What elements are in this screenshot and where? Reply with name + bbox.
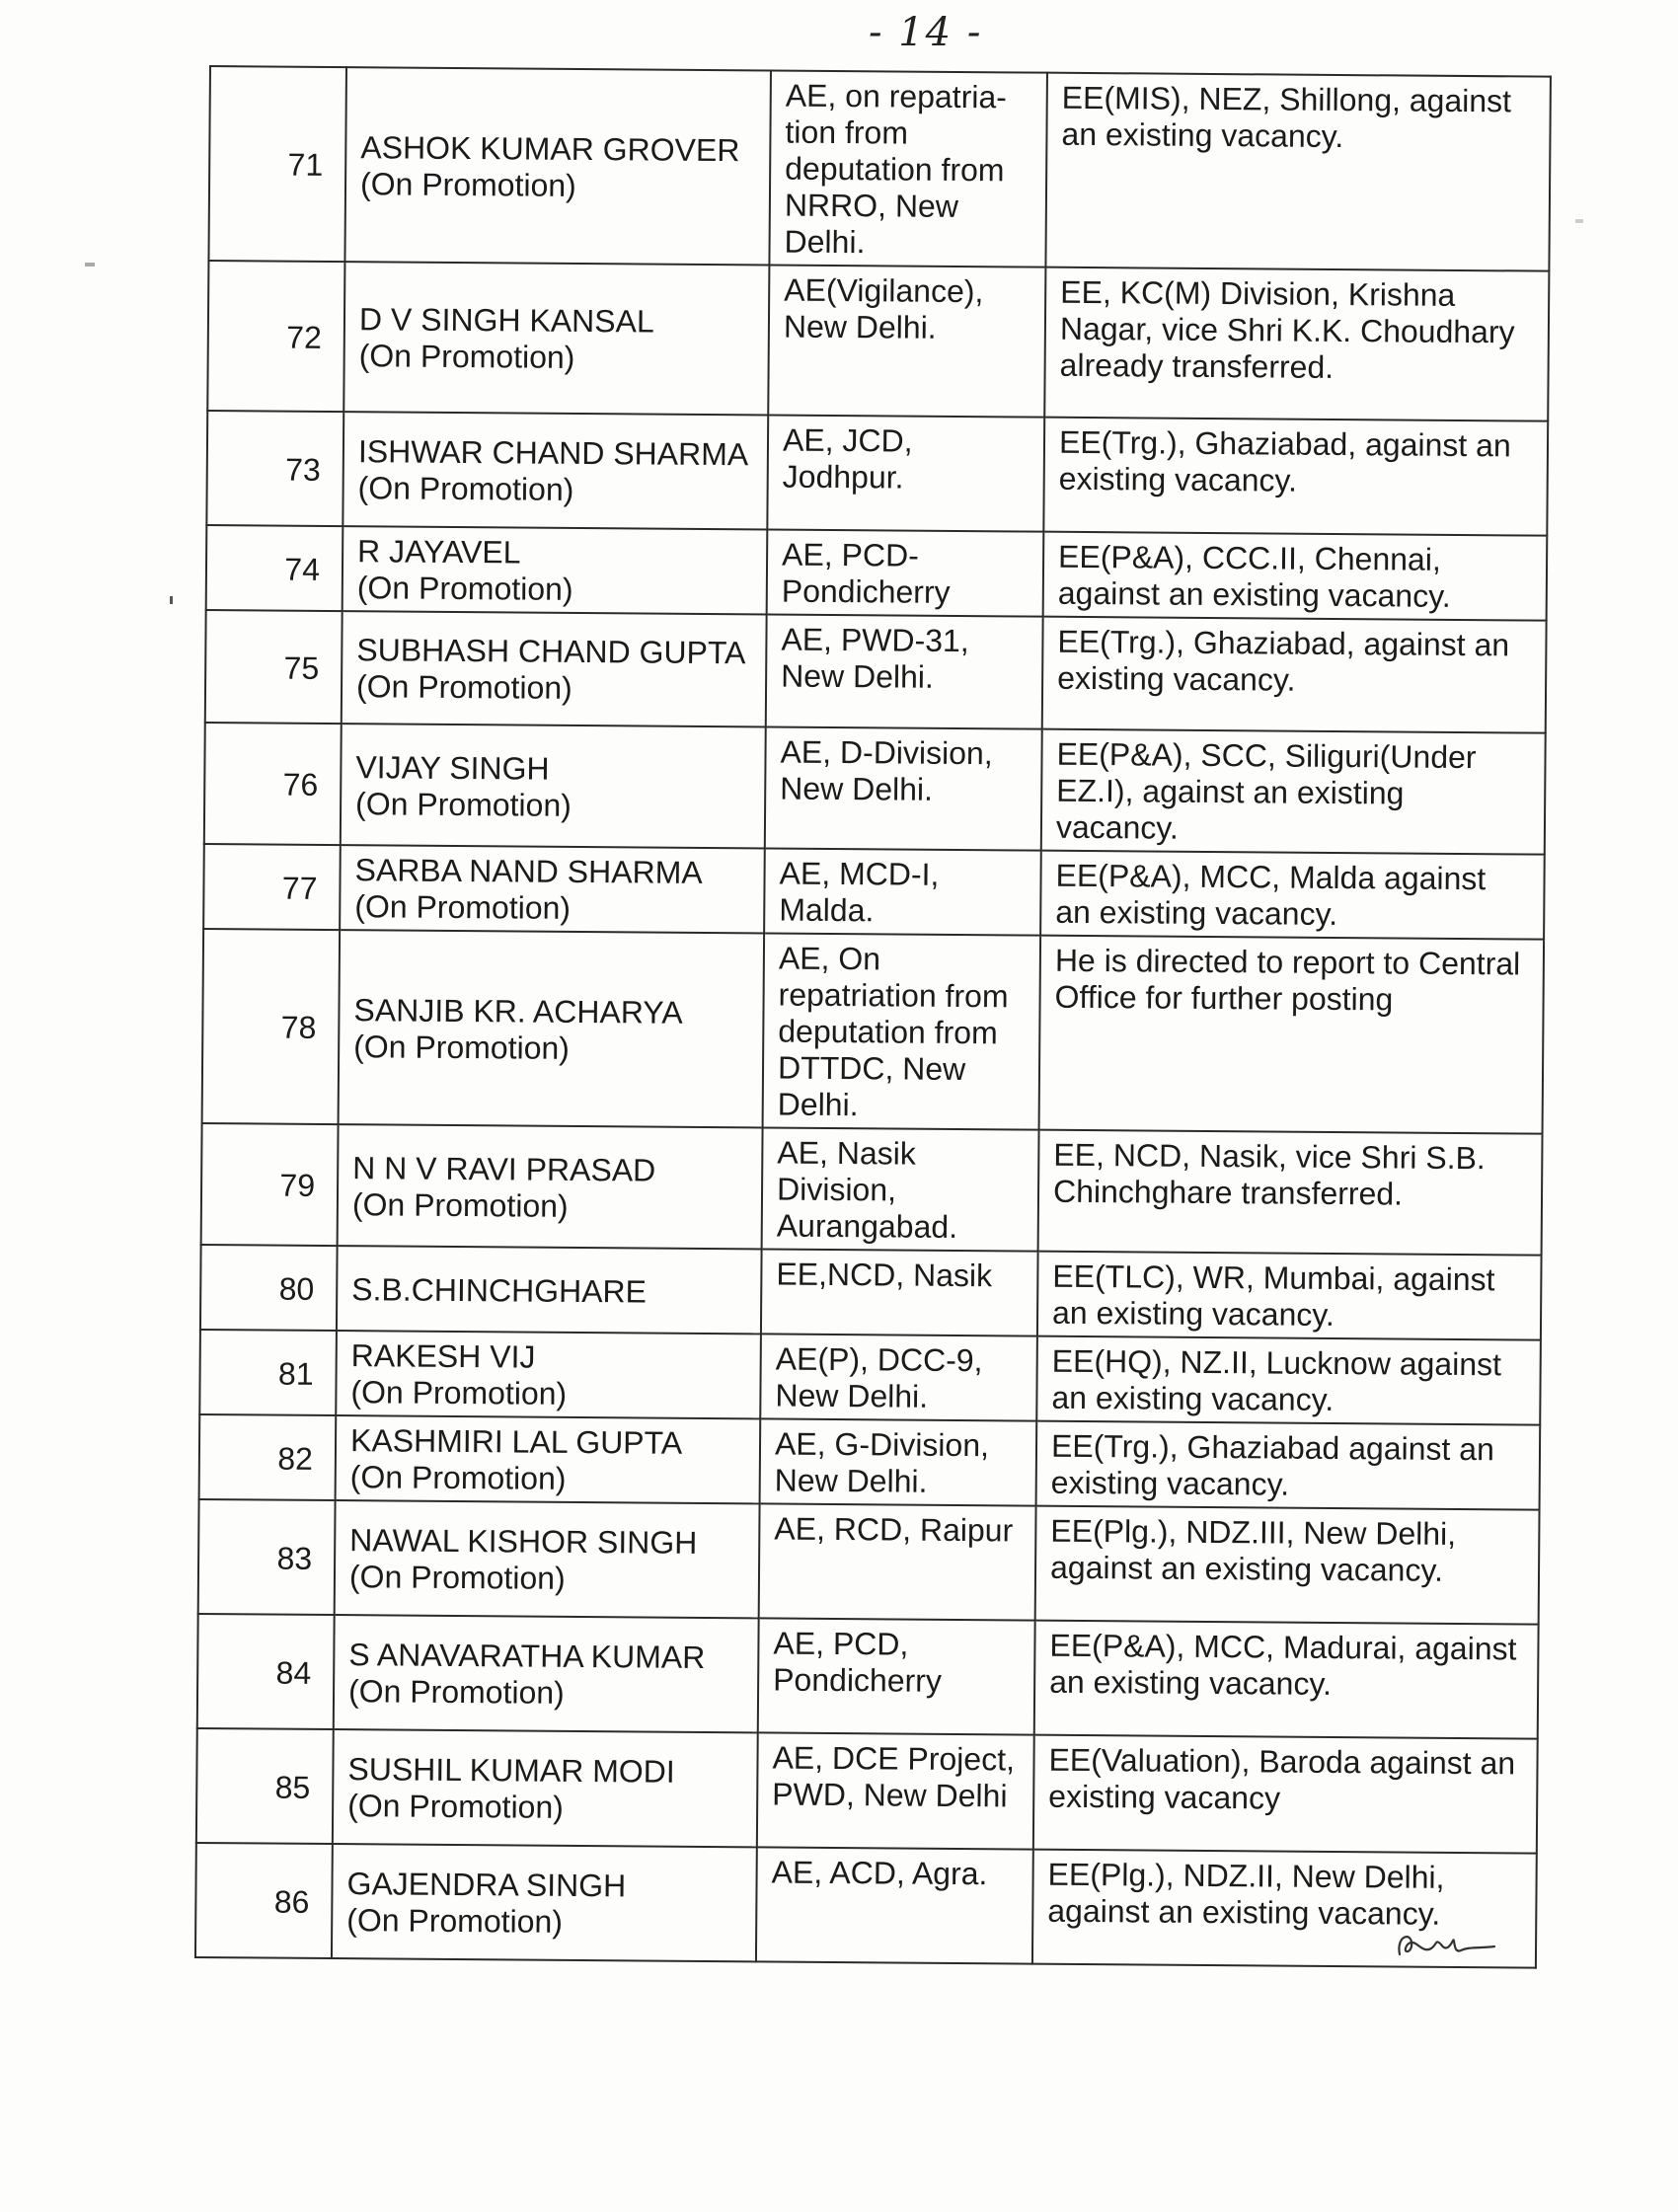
table-row (195, 1843, 1537, 1968)
present-posting: AE, G-Division, New Delhi. (760, 1418, 1037, 1505)
signature-icon (1392, 1925, 1500, 1964)
officer-cell (336, 1415, 761, 1503)
table-row (207, 261, 1549, 421)
serial-number: 78 (202, 929, 341, 1124)
transfer-table (194, 65, 1552, 1969)
officer-cell (343, 526, 768, 614)
promotion-status: (On Promotion) (358, 338, 575, 375)
table-row (199, 1414, 1541, 1510)
officer-name: R JAYAVEL (356, 533, 521, 571)
top-edge-fragment (296, 0, 1579, 5)
present-posting: AE, on repatria-tion from deputation from NRRO, New Delhi. (769, 70, 1047, 267)
officer-cell (333, 1729, 758, 1847)
serial-number: 75 (205, 610, 343, 724)
promotion-status: (On Promotion) (354, 888, 572, 926)
promotion-status: (On Promotion) (348, 1559, 566, 1596)
officer-cell (343, 412, 768, 529)
new-posting: EE(P&A), MCC, Madurai, against an existing vacancy. (1034, 1621, 1539, 1739)
officer-cell (339, 930, 765, 1127)
present-posting: AE, JCD, Jodhpur. (767, 415, 1044, 531)
officer-name: D V SINGH KANSAL (358, 301, 654, 340)
serial-number: 74 (206, 525, 343, 611)
officer-name: KASHMIRI LAL GUPTA (349, 1422, 683, 1461)
new-posting: EE(Trg.), Ghaziabad against an existing vacancy. (1036, 1421, 1541, 1510)
serial-number: 77 (203, 844, 341, 930)
officer-name: SUSHIL KUMAR MODI (347, 1751, 675, 1790)
officer-name: RAKESH VIJ (350, 1337, 536, 1375)
new-posting: EE, NCD, Nasik, vice Shri S.B. Chinchghare transferred. (1038, 1130, 1543, 1256)
officer-cell (335, 1500, 760, 1618)
officer-cell (332, 1844, 757, 1961)
officer-cell (344, 67, 771, 265)
serial-number: 82 (199, 1414, 337, 1500)
officer-name: SARBA NAND SHARMA (354, 852, 703, 890)
officer-cell (340, 845, 765, 933)
table-row (203, 844, 1545, 940)
serial-number: 71 (208, 66, 346, 262)
officer-cell (334, 1615, 759, 1732)
serial-number: 73 (206, 411, 343, 526)
officer-name: GAJENDRA SINGH (346, 1866, 627, 1904)
present-posting: AE, PWD-31, New Delhi. (766, 614, 1043, 728)
officer-name: VIJAY SINGH (355, 748, 550, 787)
promotion-status: (On Promotion) (355, 668, 572, 706)
promotion-status: (On Promotion) (353, 1028, 571, 1066)
table-row (198, 1499, 1540, 1625)
present-posting: EE,NCD, Nasik (761, 1249, 1038, 1335)
table-row (202, 929, 1545, 1134)
present-posting: AE(Vigilance), New Delhi. (768, 265, 1045, 417)
new-posting: EE(Plg.), NDZ.III, New Delhi, against an existing vacancy. (1035, 1506, 1540, 1625)
table-row (196, 1728, 1538, 1854)
new-posting: He is directed to report to Central Office for further posting (1039, 936, 1545, 1134)
new-posting: EE(P&A), CCC.II, Chennai, against an existing vacancy. (1043, 532, 1548, 621)
promotion-status: (On Promotion) (350, 1374, 568, 1411)
promotion-status: (On Promotion) (357, 470, 574, 507)
officer-cell (338, 1124, 763, 1249)
officer-name: ISHWAR CHAND SHARMA (357, 433, 749, 473)
serial-number: 76 (204, 723, 342, 845)
serial-number: 86 (195, 1843, 333, 1958)
officer-name: ASHOK KUMAR GROVER (360, 128, 740, 168)
new-posting: EE(Trg.), Ghaziabad, against an existing vacancy. (1042, 617, 1547, 733)
present-posting: AE, PCD-Pondicherry (767, 529, 1044, 616)
present-posting: AE, RCD, Raipur (759, 1503, 1036, 1620)
serial-number: 79 (201, 1123, 339, 1246)
table-row (197, 1614, 1539, 1739)
new-posting: EE(Trg.), Ghaziabad, against an existing vacancy. (1043, 418, 1548, 536)
promotion-status: (On Promotion) (346, 1902, 564, 1940)
promotion-status: (On Promotion) (349, 1459, 567, 1496)
new-posting: EE(TLC), WR, Mumbai, against an existing vacancy. (1037, 1252, 1542, 1340)
officer-cell (336, 1331, 761, 1418)
serial-number: 80 (200, 1245, 338, 1331)
serial-number: 72 (207, 261, 344, 412)
promotion-status: (On Promotion) (359, 165, 576, 203)
table-body (195, 66, 1551, 1968)
new-posting: EE, KC(M) Division, Krishna Nagar, vice Shri K.K. Choudhary already transferred. (1044, 267, 1549, 421)
new-posting: EE(P&A), SCC, Siliguri(Under EZ.I), against an existing vacancy. (1041, 729, 1546, 855)
promotion-status: (On Promotion) (354, 785, 572, 823)
officer-name: NAWAL KISHOR SINGH (349, 1522, 698, 1561)
officer-name: SANJIB KR. ACHARYA (353, 991, 683, 1030)
present-posting: AE, Nasik Division, Aurangabad. (762, 1127, 1039, 1251)
present-posting: AE, DCE Project, PWD, New Delhi (757, 1732, 1034, 1849)
officer-name: S.B.CHINCHGHARE (351, 1270, 648, 1310)
transfer-table-wrapper (194, 65, 1550, 1969)
serial-number: 84 (197, 1614, 335, 1729)
serial-number: 81 (199, 1330, 337, 1415)
present-posting: AE, ACD, Agra. (756, 1847, 1033, 1963)
table-row (206, 411, 1548, 536)
serial-number: 85 (196, 1728, 334, 1844)
officer-cell (342, 611, 767, 726)
present-posting: AE(P), DCC-9, New Delhi. (760, 1334, 1037, 1420)
new-posting: EE(Plg.), NDZ.II, New Delhi, against an existing vacancy. (1032, 1850, 1537, 1968)
officer-name: SUBHASH CHAND GUPTA (356, 632, 746, 671)
officer-name: S ANAVARATHA KUMAR (348, 1637, 706, 1675)
serial-number: 83 (198, 1499, 336, 1615)
table-row (208, 66, 1551, 271)
present-posting: AE, PCD, Pondicherry (758, 1618, 1035, 1734)
table-row (200, 1245, 1542, 1340)
officer-cell (337, 1246, 762, 1334)
scan-mark (170, 596, 173, 604)
present-posting: AE, MCD-I, Malda. (764, 848, 1041, 935)
new-posting: EE(HQ), NZ.II, Lucknow against an existing vacancy. (1036, 1336, 1541, 1425)
promotion-status: (On Promotion) (347, 1788, 565, 1825)
page-number: - 14 - (869, 10, 983, 55)
table-row (199, 1330, 1541, 1425)
new-posting: EE(Valuation), Baroda against an existing vacancy (1033, 1735, 1538, 1854)
table-row (204, 723, 1546, 855)
table-row (201, 1123, 1543, 1256)
present-posting: AE, D-Division, New Delhi. (765, 726, 1042, 850)
new-posting: EE(MIS), NEZ, Shillong, against an existing vacancy. (1045, 73, 1551, 271)
new-posting: EE(P&A), MCC, Malda against an existing vacancy. (1040, 851, 1545, 940)
present-posting: AE, On repatriation from deputation from DTTDC, New Delhi. (763, 933, 1041, 1129)
officer-name: N N V RAVI PRASAD (352, 1149, 656, 1188)
scan-mark (1575, 219, 1583, 223)
table-row (206, 525, 1548, 621)
officer-cell (341, 724, 766, 848)
promotion-status: (On Promotion) (347, 1673, 565, 1711)
promotion-status: (On Promotion) (356, 570, 573, 607)
table-row (205, 610, 1547, 733)
scan-mark (85, 263, 95, 267)
officer-cell (343, 262, 769, 415)
promotion-status: (On Promotion) (351, 1185, 569, 1224)
